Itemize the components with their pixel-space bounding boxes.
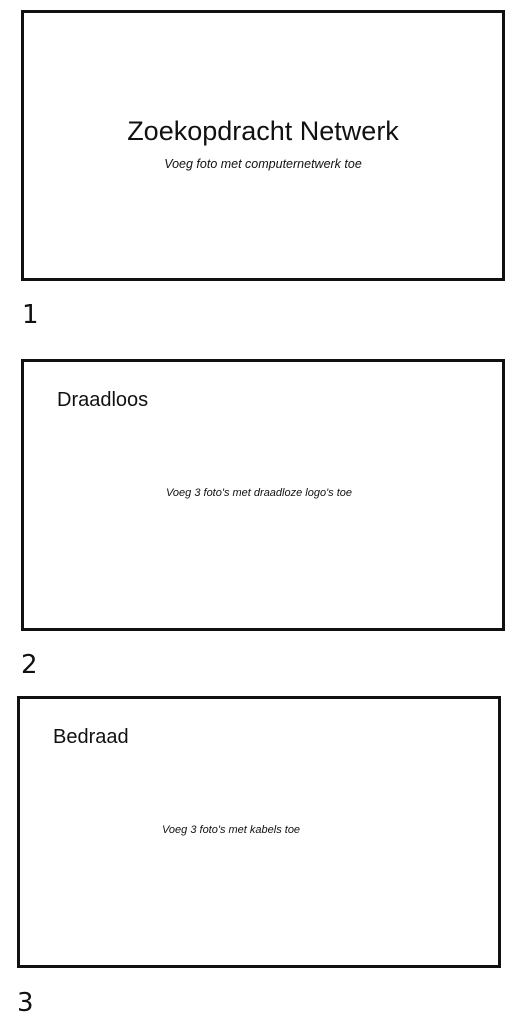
- slide-thumbnail-1[interactable]: [21, 10, 505, 281]
- slide-title: Zoekopdracht Netwerk: [127, 116, 399, 146]
- slide-number-2: 2: [21, 650, 38, 680]
- slide-subtitle: Voeg foto met computernetwerk toe: [164, 157, 362, 171]
- slide-heading: Draadloos: [57, 389, 149, 411]
- slide-note: Voeg 3 foto's met kabels toe: [162, 824, 301, 836]
- slide-thumbnail-2[interactable]: [21, 359, 505, 631]
- slide-note: Voeg 3 foto's met draadloze logo's toe: [166, 487, 353, 499]
- slide-heading: Bedraad: [53, 726, 129, 748]
- slide-thumbnail-3[interactable]: [17, 696, 501, 968]
- slide-number-1: 1: [22, 300, 39, 330]
- slide-number-3: 3: [17, 988, 34, 1018]
